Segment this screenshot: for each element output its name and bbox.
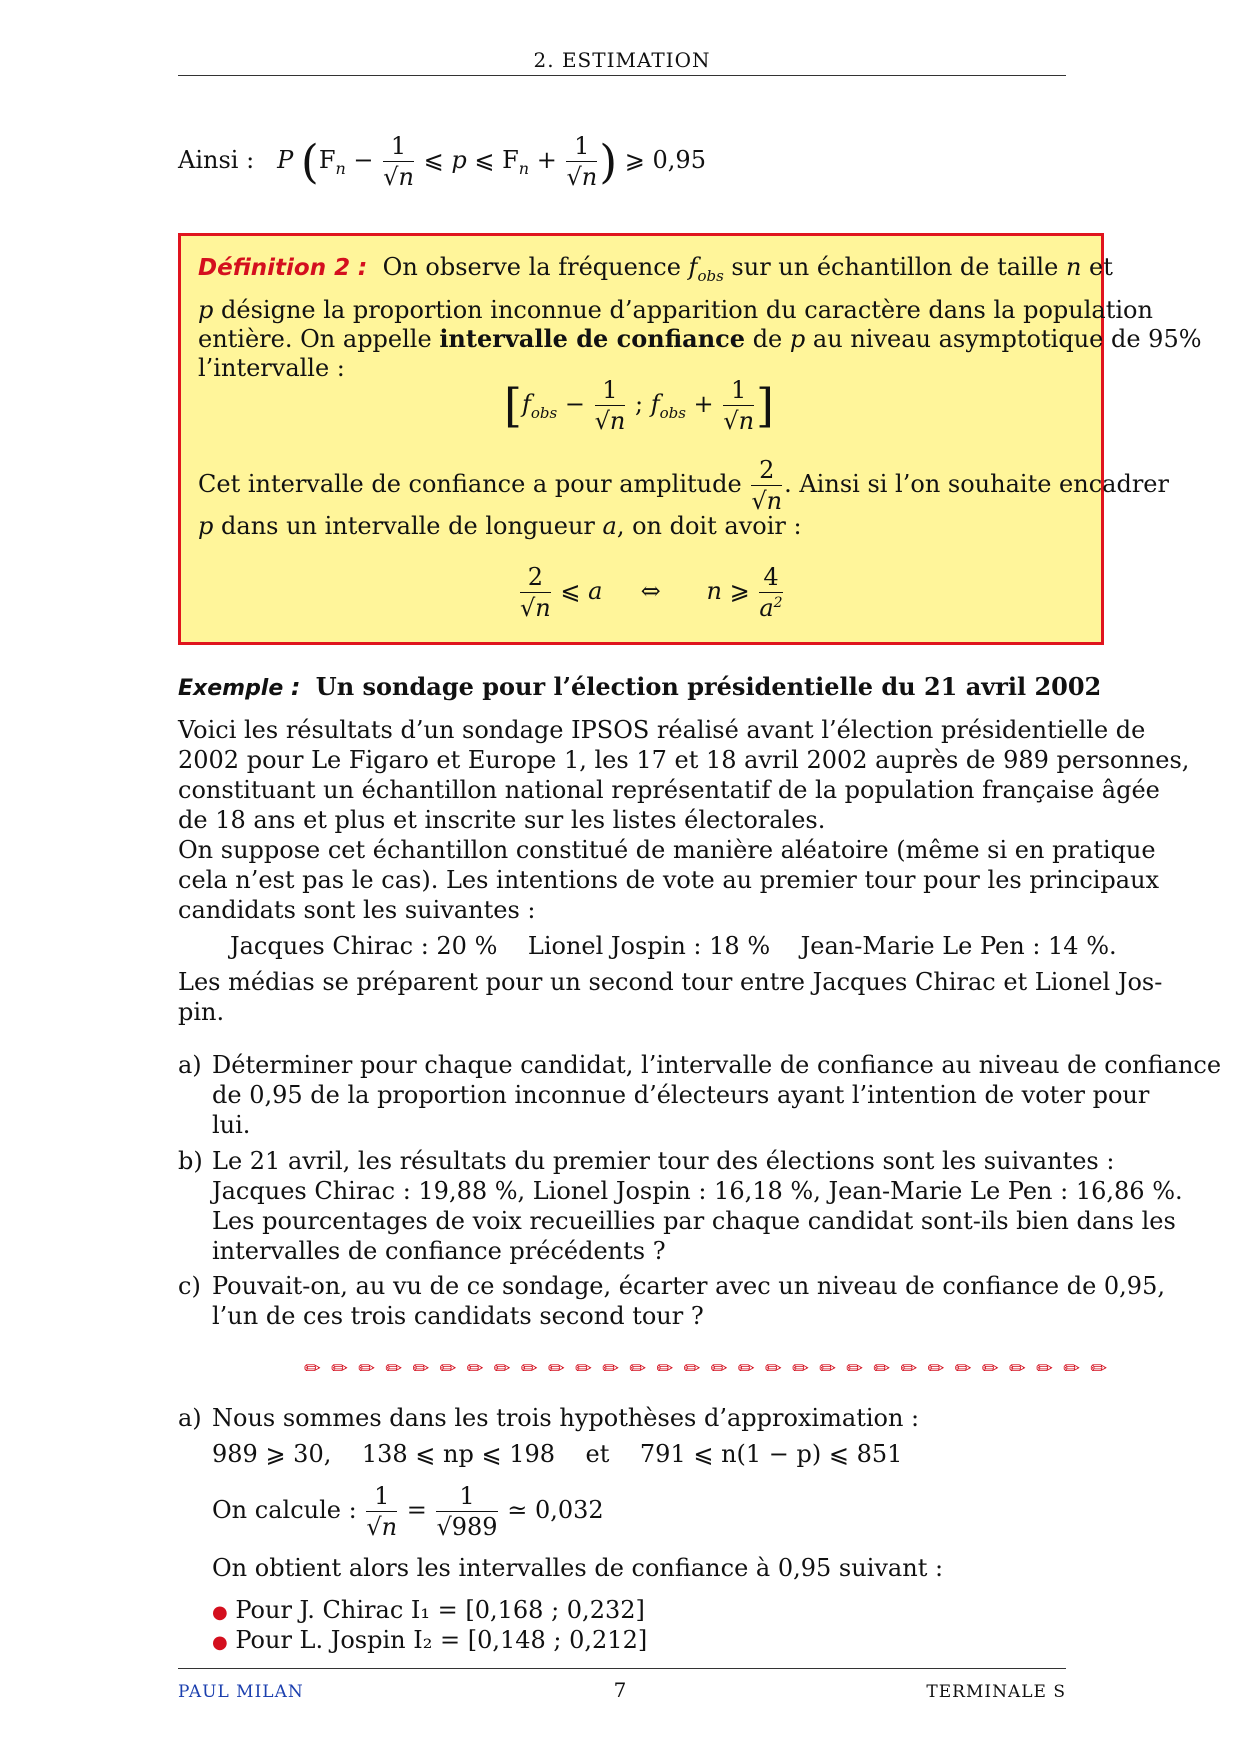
media-text: Les médias se préparent pour un second tour entre Jacques Chirac et Lionel Jos- pin. [178, 968, 1163, 1026]
definition-line2: p désigne la proportion inconnue d’apparition du caractère dans la population [198, 296, 1153, 324]
definition-line4: l’intervalle : [198, 354, 345, 382]
bullet-jospin: ● Pour L. Jospin I₂ = [0,148 ; 0,212] [212, 1626, 648, 1654]
definition-line1: Définition 2 : On observe la fréquence $f_{obs}$ sur un échantillon de taille n et [198, 253, 1113, 285]
candidates-poll: Jacques Chirac : 20 % Lionel Jospin : 18 % Jean-Marie Le Pen : 14 %. [230, 932, 1117, 960]
page-number: 7 [613, 1678, 627, 1702]
footer-author: PAUL MILAN [178, 1682, 304, 1702]
definition-title: Définition 2 [198, 255, 351, 281]
definition-line6: p dans un intervalle de longueur a, on doit avoir : [198, 512, 802, 540]
question-a: a) Déterminer pour chaque candidat, l’intervalle de confiance au niveau de confiance de 0,95 de la proportion inconnue d’électeurs ayant l’intention de voter pour lui. [178, 1051, 1222, 1139]
ainsi-formula: Ainsi : P ($F_n$ − $\frac{1}{√n}$ ⩽ p ⩽ $F_n$ + $\frac{1}{√n}$ ) ⩾ 0,95 [178, 132, 706, 191]
bullet-icon: ● [212, 1602, 228, 1623]
definition-line5: Cet intervalle de confiance a pour amplitude $\frac{2}{√n}$ . Ainsi si l’on souhaite encadrer [198, 456, 1169, 515]
bullet-icon: ● [212, 1632, 228, 1653]
calculation: On calcule : $\frac{1}{√n}$ = $\frac{1}{√989}$ ≃ 0,032 [212, 1482, 604, 1541]
answer-line4: On obtient alors les intervalles de confiance à 0,95 suivant : [212, 1554, 944, 1582]
footer-class: TERMINALE S [926, 1682, 1066, 1702]
pencil-separator: ✏ ✏ ✏ ✏ ✏ ✏ ✏ ✏ ✏ ✏ ✏ ✏ ✏ ✏ ✏ ✏ ✏ ✏ ✏ ✏ ✏ ✏ ✏ ✏ ✏ ✏ ✏ ✏ ✏ ✏ [304, 1356, 1110, 1380]
header-rule [178, 75, 1066, 76]
question-c: c) Pouvait-on, au vu de ce sondage, écarter avec un niveau de confiance de 0,95, l’un de ces trois candidats second tour ? [178, 1272, 1165, 1330]
confidence-interval-formula: [$f_{obs}$ − $\frac{1}{√n}$ ; $f_{obs}$ + $\frac{1}{√n}$ ] [504, 376, 774, 435]
example-heading: Exemple : Un sondage pour l’élection présidentielle du 21 avril 2002 [178, 672, 1102, 701]
example-paragraph: Voici les résultats d’un sondage IPSOS réalisé avant l’élection présidentielle de 2002 pour Le Figaro et Europe 1, les 17 et 18 avril 2002 auprès de 989 personnes, constituant un échantillon national représentatif de la population française âgée de 18 ans et plus et inscrite sur les listes électorales. On suppose cet échantillon constitué de manière aléatoire (même si en pratique cela n’est pas le cas). Les intentions de vote au premier tour pour les principaux candidats sont les suivantes : [178, 716, 1190, 924]
answer-a: a) Nous sommes dans les trois hypothèses d’approximation : 989 ⩾ 30, 138 ⩽ np ⩽ 198 et 791 ⩽ n(1 − p) ⩽ 851 [178, 1404, 920, 1468]
amplitude-equivalence: $\frac{2}{√n}$ ⩽ a ⇔ n ⩾ $\frac{4}{a^2}$ [520, 563, 783, 622]
question-b: b) Le 21 avril, les résultats du premier tour des élections sont les suivantes : Jacques Chirac : 19,88 %, Lionel Jospin : 16,18 %, Jean-Marie Le Pen : 16,86 %. Les pourcentages de voix recueillies par chaque candidat sont-ils bien dans les intervalles de confiance précédents ? [178, 1147, 1183, 1265]
page-header: 2. ESTIMATION [533, 48, 711, 72]
definition-line3: entière. On appelle intervalle de confiance de p au niveau asymptotique de 95% [198, 324, 1202, 353]
bullet-chirac: ● Pour J. Chirac I₁ = [0,168 ; 0,232] [212, 1596, 645, 1624]
footer-rule [178, 1668, 1066, 1669]
